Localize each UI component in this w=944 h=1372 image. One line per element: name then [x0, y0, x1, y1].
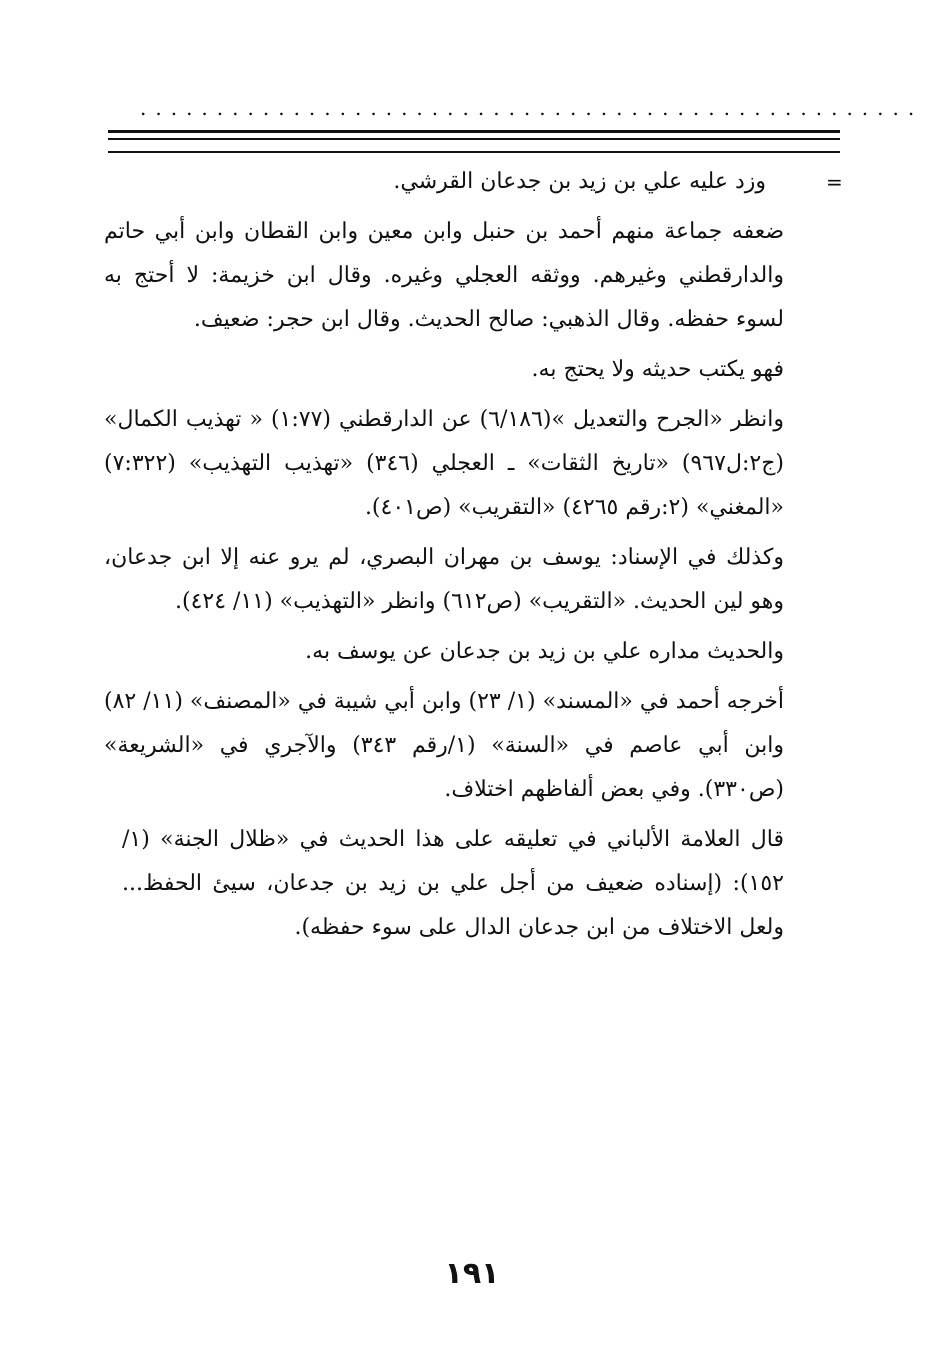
paragraph-7: أخرجه أحمد في «المسند» (١/ ٢٣) وابن أبي شيبة في «المصنف» (١١/ ٨٢) وابن أبي عاصم في «السنة» (١/رقم ٣٤٣) والآجري في «الشريعة» (ص٣٣٠). وفي بعض ألفاظهم اختلاف. [104, 689, 785, 802]
paragraph-6: والحديث مداره علي بن زيد بن جدعان عن يوسف به. [305, 639, 784, 664]
paragraph-3: فهو يكتب حديثه ولا يحتج به. [531, 357, 784, 382]
footnote-text [104, 160, 784, 956]
paragraph-1: وزد عليه علي بن زيد بن جدعان القرشي. [393, 169, 766, 194]
header-rule-middle [108, 138, 840, 140]
header-rule-bottom [108, 151, 840, 153]
paragraph-4: وانظر «الجرح والتعديل »(٦/١٨٦) عن الدارقطني (١:٧٧) « تهذيب الكمال» (ج٢:ل٩٦٧) «تاريخ الثقات» ـ العجلي (٣٤٦) «تهذيب التهذيب» (٧:٣٢٢) «المغني» (٢:رقم ٤٢٦٥) «التقريب» (ص٤٠١). [104, 407, 784, 520]
paragraph-8: قال العلامة الألباني في تعليقه على هذا الحديث في «ظلال الجنة» (١/ ١٥٢): (إسناده ضعيف من أجل علي بن زيد بن جدعان، سيئ الحفظ... ولعل الاختلاف من ابن جدعان الدال على سوء حفظه). [122, 827, 784, 940]
dotted-header: ................................................... [140, 96, 924, 120]
paragraph-2: ضعفه جماعة منهم أحمد بن حنبل وابن معين وابن القطان وابن أبي حاتم والدارقطني وغيرهم. ووثقه العجلي وغيره. وقال ابن خزيمة: لا أحتج به لسوء حفظه. وقال الذهبي: صالح الحديث. وقال ابن حجر: ضعيف. [104, 219, 784, 332]
page-number: ١٩١ [444, 1256, 500, 1291]
continuation-marker: = [826, 170, 843, 194]
paragraph-5: وكذلك في الإسناد: يوسف بن مهران البصري، لم يرو عنه إلا ابن جدعان، وهو لين الحديث. «التقريب» (ص٦١٢) وانظر «التهذيب» (١١/ ٤٢٤). [104, 545, 784, 614]
header-rule-top [108, 130, 840, 133]
